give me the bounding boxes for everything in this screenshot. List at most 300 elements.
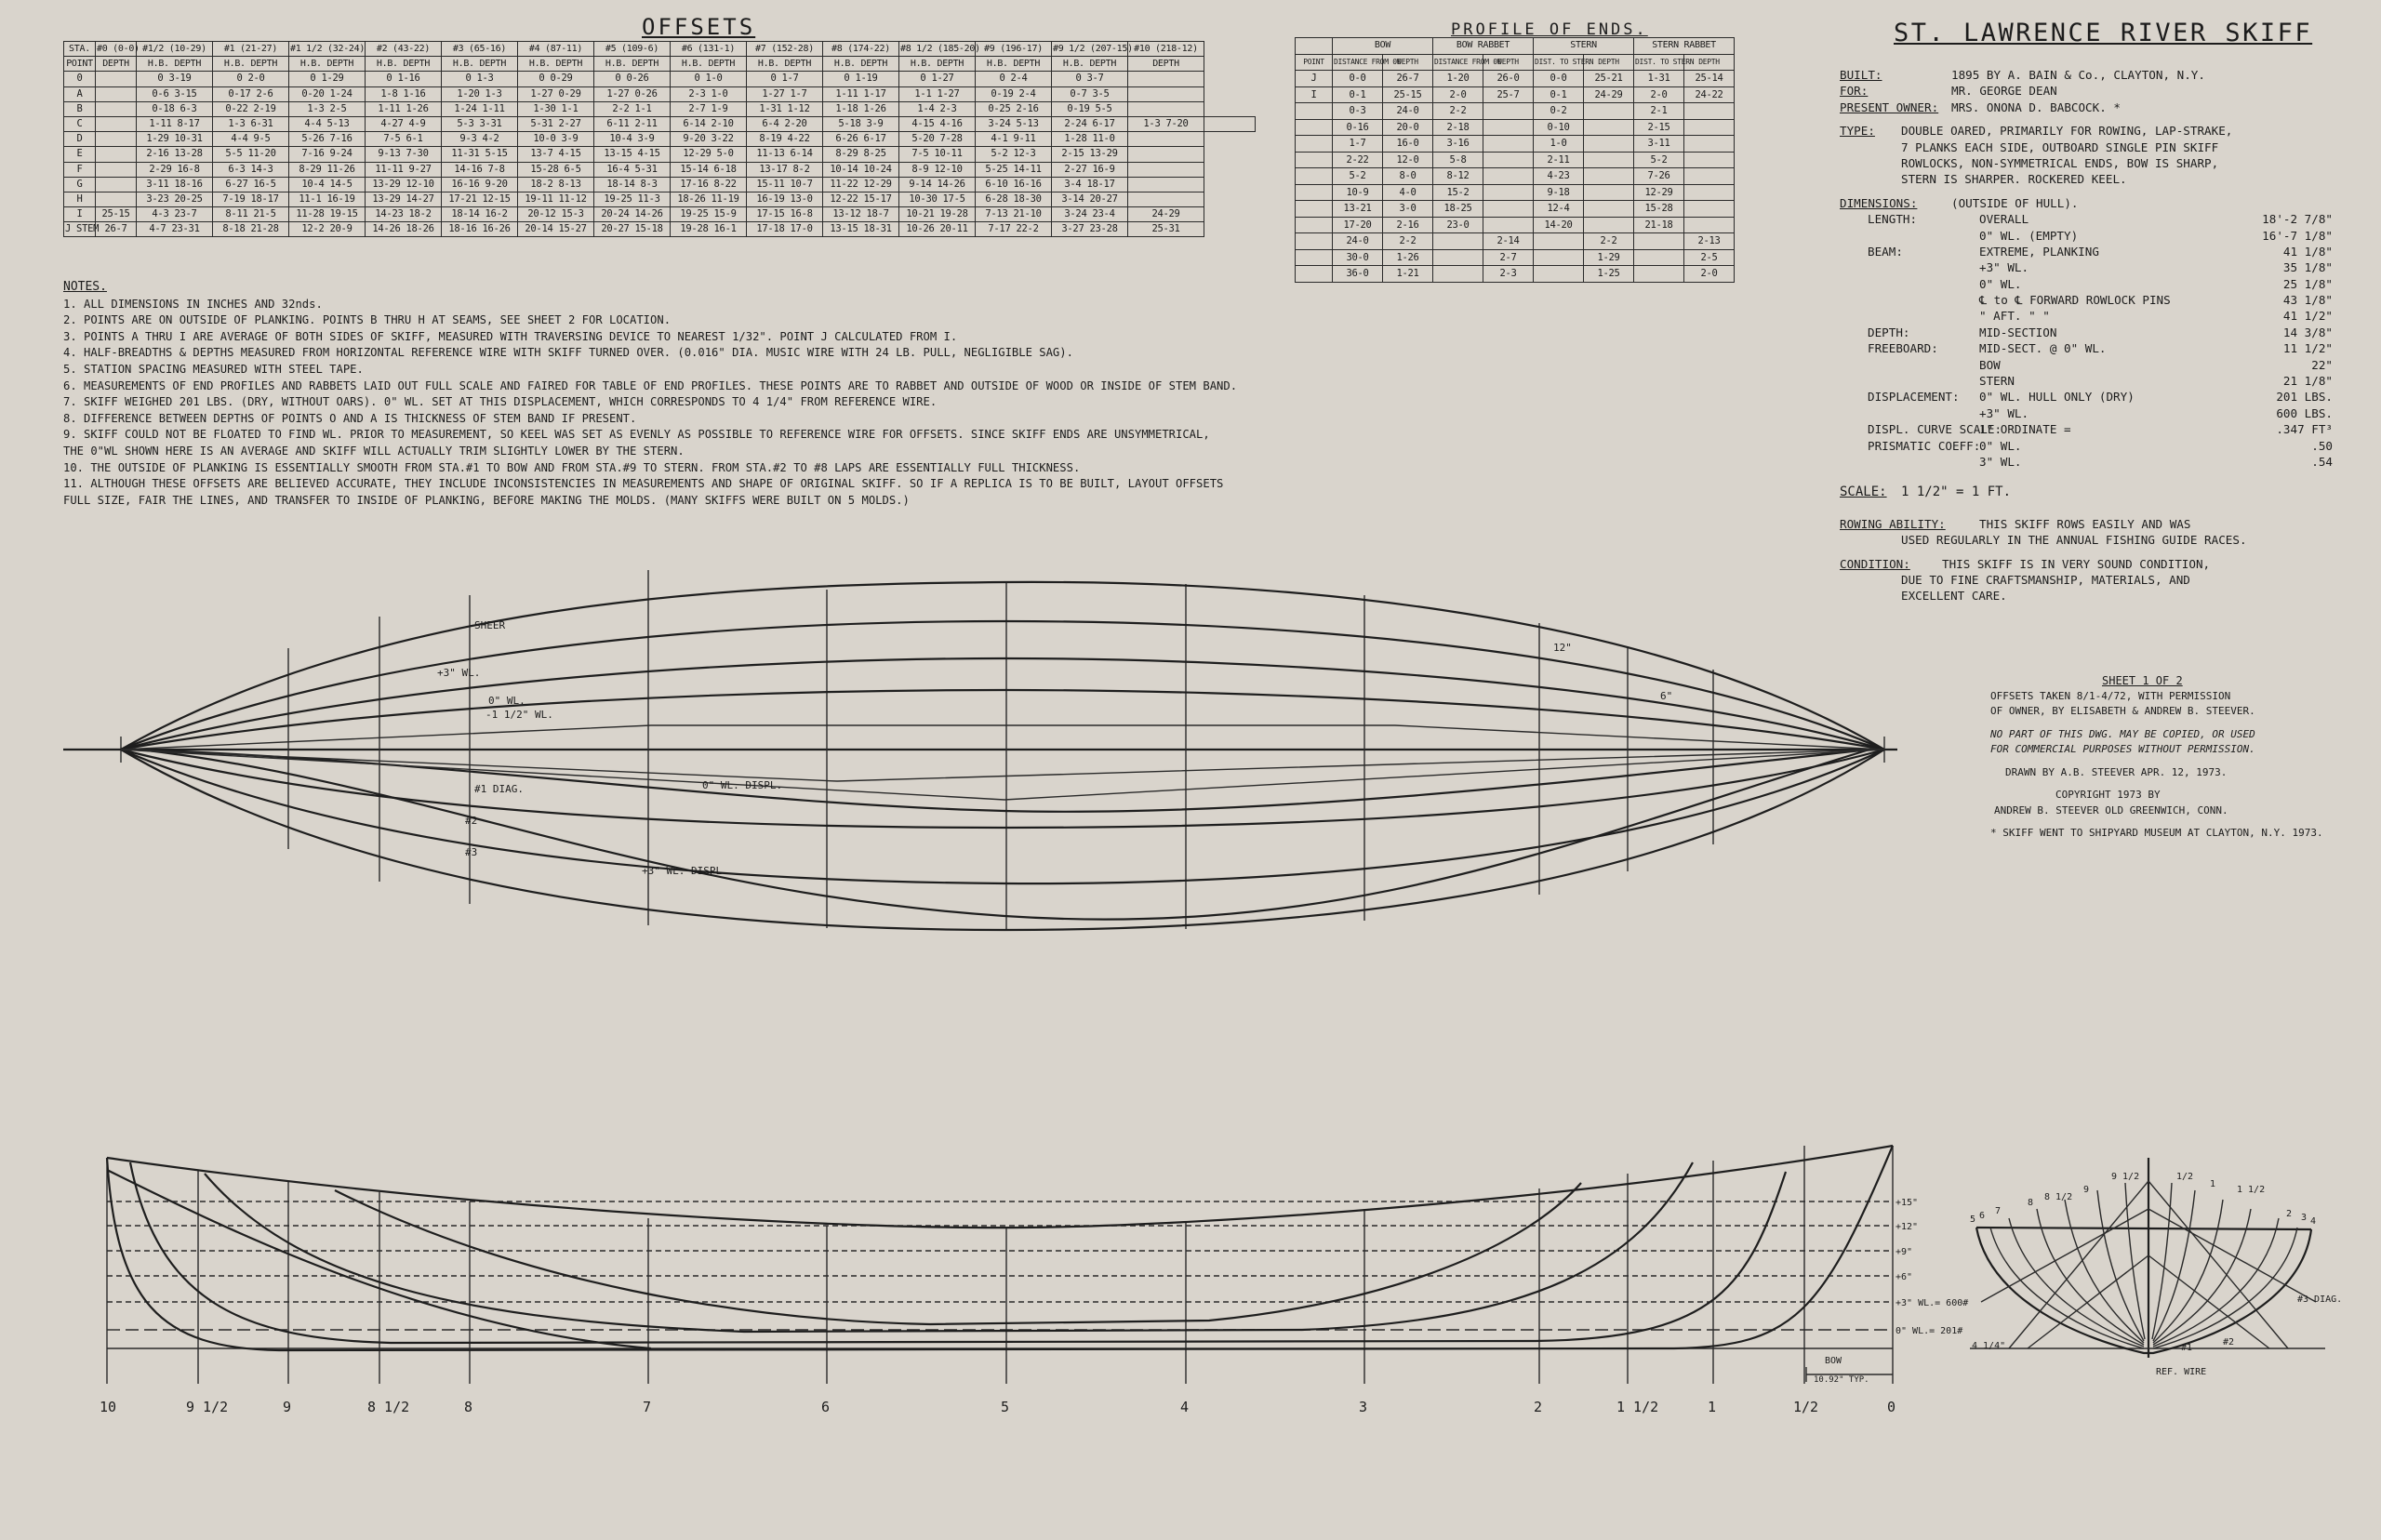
profile-cell: 1-29	[1584, 249, 1634, 266]
drawing-title: ST. LAWRENCE RIVER SKIFF	[1894, 19, 2313, 47]
offset-cell: 12-22 15-17	[823, 192, 899, 206]
profile-cell: 16-0	[1383, 136, 1433, 153]
profile-cell: 1-21	[1383, 266, 1433, 283]
point-label: A	[64, 86, 96, 101]
profile-subheader: DISTANCE FROM 0W	[1433, 54, 1483, 71]
offset-cell: 17-18 17-0	[747, 222, 823, 237]
offset-cell: 0-6 3-15	[137, 86, 213, 101]
profile-sheer	[107, 1146, 1893, 1228]
offset-cell: 13-17 8-2	[747, 162, 823, 177]
offset-cell: 0 2-4	[976, 72, 1052, 86]
offset-cell: 9-13 7-30	[366, 147, 442, 162]
profile-of-ends-title: PROFILE OF ENDS.	[1451, 20, 1648, 39]
offset-cell: 2-7 1-9	[671, 101, 747, 116]
offset-cell: 15-28 6-5	[518, 162, 594, 177]
section-label: 5	[1970, 1215, 1976, 1225]
station-label: 6	[821, 1399, 831, 1415]
for-label: FOR:	[1840, 84, 1869, 99]
profile-cell: 1-20	[1433, 71, 1483, 87]
offset-cell: 4-15 4-16	[899, 116, 976, 131]
offset-cell: 10-30 17-5	[899, 192, 976, 206]
station-header: #7 (152-28)	[747, 42, 823, 57]
dimension-label: DEPTH:	[1868, 325, 1910, 339]
station-label: 9	[283, 1399, 292, 1415]
offset-cell: 2-2 1-1	[594, 101, 671, 116]
station-label: 8	[464, 1399, 473, 1415]
offset-cell: 2-24 6-17	[1052, 116, 1128, 131]
profile-cell: 5-2	[1634, 152, 1684, 168]
built-label: BUILT:	[1840, 68, 1882, 82]
station-label: 9 1/2	[186, 1399, 229, 1415]
offset-cell: 9-14 14-26	[899, 177, 976, 192]
station-label: 1	[1708, 1399, 1717, 1415]
offset-cell: 6-10 16-16	[976, 177, 1052, 192]
owner-value: MRS. ONONA D. BABCOCK. *	[1951, 100, 2121, 114]
profile-cell: 15-2	[1433, 184, 1483, 201]
offset-cell: 16-16 9-20	[442, 177, 518, 192]
profile-subheader: DEPTH	[1383, 54, 1433, 71]
profile-cell: 13-21	[1333, 201, 1383, 218]
offset-cell: 9-3 4-2	[442, 132, 518, 147]
profile-cell: 2-22	[1333, 152, 1383, 168]
offset-cell: 1-3 2-5	[289, 101, 366, 116]
offset-cell: 3-14 20-27	[1052, 192, 1128, 206]
offset-cell: 0-22 2-19	[213, 101, 289, 116]
dimension-label: FREEBOARD:	[1868, 341, 1938, 356]
offset-cell: 13-7 4-15	[518, 147, 594, 162]
dimension-item: +3" WL.	[1979, 260, 2029, 275]
section-label: 1/2	[2176, 1172, 2194, 1182]
offset-cell: 4-4 9-5	[213, 132, 289, 147]
note-line: THE 0"WL SHOWN HERE IS AN AVERAGE AND SKIFF WILL ACTUALLY TRIM SLIGHTLY LOWER BY THE STERN.	[63, 444, 685, 458]
station-label: 2	[1534, 1399, 1543, 1415]
profile-cell: 0-0	[1534, 71, 1584, 87]
owner-label: PRESENT OWNER:	[1840, 100, 1939, 114]
offset-cell: 1-3 6-31	[213, 116, 289, 131]
offset-cell: 0 1-3	[442, 72, 518, 86]
offset-cell: 6-28 18-30	[976, 192, 1052, 206]
note-line: 9. SKIFF COULD NOT BE FLOATED TO FIND WL. PRIOR TO MEASUREMENT, SO KEEL WAS SET AS EVENLY AS POSSIBLE TO REFERENCE WIRE FOR OFFSETS. SINCE SKIFF ENDS ARE UNSYMMETRICAL,	[63, 428, 1210, 442]
profile-group-header: BOW	[1333, 38, 1433, 55]
wl-plus3	[121, 621, 1884, 750]
profile-cell: 2-14	[1483, 233, 1534, 250]
section-label: 7	[1995, 1206, 2002, 1216]
offset-cell: 8-11 21-5	[213, 207, 289, 222]
profile-cell: 3-16	[1433, 136, 1483, 153]
offset-cell: 5-2 12-3	[976, 147, 1052, 162]
offset-cell: 4-27 4-9	[366, 116, 442, 131]
copyright-line: ANDREW B. STEEVER OLD GREENWICH, CONN.	[1994, 803, 2228, 816]
profile-group-header: STERN	[1534, 38, 1634, 55]
offset-cell: 0 3-7	[1052, 72, 1128, 86]
sheer-line	[121, 582, 1884, 750]
station-label: 3	[1359, 1399, 1368, 1415]
offset-cell: 2-3 1-0	[671, 86, 747, 101]
profile-cell: 24-29	[1584, 86, 1634, 103]
offset-cell: 13-15 4-15	[594, 147, 671, 162]
offset-cell: 5-20 7-28	[899, 132, 976, 147]
condition-line: DUE TO FINE CRAFTSMANSHIP, MATERIALS, AND	[1901, 572, 2190, 587]
rowing-line: THIS SKIFF ROWS EASILY AND WAS	[1979, 516, 2191, 531]
point-label: J STEM	[64, 222, 96, 237]
offset-cell: 14-26 18-26	[366, 222, 442, 237]
profile-cell: 2-2	[1433, 103, 1483, 120]
offset-cell: 0-18 6-3	[137, 101, 213, 116]
column-subheader: H.B. DEPTH	[899, 57, 976, 72]
point-label: 0	[64, 72, 96, 86]
offset-cell: 17-21 12-15	[442, 192, 518, 206]
offset-cell: 18-14 8-3	[594, 177, 671, 192]
column-subheader: H.B. DEPTH	[213, 57, 289, 72]
offset-cell: 17-15 16-8	[747, 207, 823, 222]
profile-cell: 18-25	[1433, 201, 1483, 218]
column-subheader: H.B. DEPTH	[823, 57, 899, 72]
profile-cell: 1-26	[1383, 249, 1433, 266]
offset-cell: 0 1-27	[899, 72, 976, 86]
station-header: #4 (87-11)	[518, 42, 594, 57]
note-line: 3. POINTS A THRU I ARE AVERAGE OF BOTH SIDES OF SKIFF, MEASURED WITH TRAVERSING DEVICE TO NEAREST 1/32". POINT J CALCULATED FROM I.	[63, 329, 958, 343]
point-label: F	[64, 162, 96, 177]
offset-cell: 10-21 19-28	[899, 207, 976, 222]
sheet-line: OFFSETS TAKEN 8/1-4/72, WITH PERMISSION	[1990, 689, 2231, 702]
offset-cell: 1-8 1-16	[366, 86, 442, 101]
dimension-item: 0" WL. HULL ONLY (DRY)	[1979, 390, 2135, 405]
diag1-body-label: #1	[2181, 1343, 2193, 1353]
offset-cell: 3-23 20-25	[137, 192, 213, 206]
offset-cell: 0 0-26	[594, 72, 671, 86]
note-line: FULL SIZE, FAIR THE LINES, AND TRANSFER TO INSIDE OF PLANKING, BEFORE MAKING THE MOLDS. (MANY SKIFFS WERE BUILT ON 5 MOLDS.)	[63, 493, 910, 507]
profile-cell: 23-0	[1433, 217, 1483, 233]
dimension-value: 41 1/2"	[2282, 309, 2333, 324]
column-subheader: H.B. DEPTH	[976, 57, 1052, 72]
d6-label: 6"	[1660, 690, 1673, 702]
station-header: #1 1/2 (32-24)	[289, 42, 366, 57]
type-line: 7 PLANKS EACH SIDE, OUTBOARD SINGLE PIN SKIFF	[1901, 139, 2219, 154]
dimension-item: STERN	[1979, 374, 2015, 389]
wl-label: +3" WL.= 600#	[1895, 1298, 1969, 1308]
offset-cell: 8-29 11-26	[289, 162, 366, 177]
profile-cell: 1-31	[1634, 71, 1684, 87]
profile-subheader: POINT	[1296, 54, 1333, 71]
profile-waterlines	[107, 1201, 1893, 1348]
note-line: 5. STATION SPACING MEASURED WITH STEEL TAPE.	[63, 362, 364, 376]
profile-group-header: BOW RABBET	[1433, 38, 1534, 55]
profile-cell: 2-2	[1584, 233, 1634, 250]
note-line: 2. POINTS ARE ON OUTSIDE OF PLANKING. POINTS B THRU H AT SEAMS, SEE SHEET 2 FOR LOCATION.	[63, 313, 672, 327]
scale-value: 1 1/2" = 1 FT.	[1901, 485, 2012, 500]
profile-cell: 25-7	[1483, 86, 1534, 103]
profile-cell: J	[1296, 71, 1333, 87]
profile-group-header: STERN RABBET	[1634, 38, 1735, 55]
dimension-item: BOW	[1979, 357, 2001, 372]
dimension-value: 41 1/8"	[2282, 244, 2333, 259]
offset-cell: 6-26 6-17	[823, 132, 899, 147]
note-line: 4. HALF-BREADTHS & DEPTHS MEASURED FROM HORIZONTAL REFERENCE WIRE WITH SKIFF TURNED OVER. (0.016" DIA. MUSIC WIRE WITH 24 LB. PULL, NEGLIGIBLE SAG).	[63, 346, 1073, 360]
notice-line: NO PART OF THIS DWG. MAY BE COPIED, OR USED	[1990, 727, 2255, 740]
offsets-title: OFFSETS	[642, 14, 756, 40]
point-label: C	[64, 116, 96, 131]
section-label: 3	[2301, 1213, 2308, 1223]
offset-cell: 14-16 7-8	[442, 162, 518, 177]
profile-subheader: DIST. TO STERN	[1534, 54, 1584, 71]
ref-wire-label: REF. WIRE	[2156, 1367, 2207, 1377]
section-label: 1	[2210, 1179, 2216, 1189]
displ0-label: 0" WL. DISPL.	[702, 779, 783, 791]
profile-cell: 2-1	[1634, 103, 1684, 120]
note-line: 6. MEASUREMENTS OF END PROFILES AND RABBETS LAID OUT FULL SCALE AND FAIRED FOR TABLE OF END PROFILES. THESE POINTS ARE TO RABBET AND OUTSIDE OF WOOD OR INSIDE OF STEM BAND.	[63, 378, 1238, 392]
station-label: 0	[1887, 1399, 1896, 1415]
column-subheader: H.B. DEPTH	[289, 57, 366, 72]
offset-cell: 18-26 11-19	[671, 192, 747, 206]
profile-cell: 0-1	[1333, 86, 1383, 103]
profile-keel	[107, 1146, 1893, 1350]
section-label: 9	[2083, 1185, 2090, 1195]
profile-cell: 2-16	[1383, 217, 1433, 233]
copyright-line: COPYRIGHT 1973 BY	[2055, 789, 2161, 801]
profile-cell: 0-16	[1333, 119, 1383, 136]
offset-cell: 13-29 12-10	[366, 177, 442, 192]
offset-cell: 3-24 23-4	[1052, 207, 1128, 222]
section-label: 6	[1979, 1211, 1986, 1221]
profile-cell: 0-3	[1333, 103, 1383, 120]
profile-cell: 0-0	[1333, 71, 1383, 87]
dimension-value: 21 1/8"	[2282, 374, 2333, 389]
wl-label: +6"	[1895, 1272, 1913, 1282]
profile-cell: 1-25	[1584, 266, 1634, 283]
column-subheader: H.B. DEPTH	[442, 57, 518, 72]
spacing-label: 10.92" TYP.	[1814, 1375, 1869, 1385]
offset-cell: 1-11 1-17	[823, 86, 899, 101]
profile-cell: 2-5	[1684, 249, 1735, 266]
type-line: DOUBLE OARED, PRIMARILY FOR ROWING, LAP-STRAKE,	[1901, 124, 2233, 139]
sheet-number: SHEET 1 OF 2	[2102, 674, 2183, 687]
profile-cell: 2-2	[1383, 233, 1433, 250]
dimension-item: EXTREME, PLANKING	[1979, 244, 2099, 259]
profile-cell: 21-18	[1634, 217, 1684, 233]
station-header: #10 (218-12)	[1128, 42, 1204, 57]
profile-cell: 26-7	[1383, 71, 1433, 87]
sheer-label: SHEER	[474, 619, 506, 631]
profile-cell: 12-4	[1534, 201, 1584, 218]
profile-view	[100, 1146, 1968, 1415]
offset-cell: 0 1-16	[366, 72, 442, 86]
profile-cell: 26-0	[1483, 71, 1534, 87]
dimension-value: .50	[2311, 438, 2333, 453]
offset-cell: 24-29	[1128, 207, 1204, 222]
offset-cell: 6-11 2-11	[594, 116, 671, 131]
offset-cell: 1-24 1-11	[442, 101, 518, 116]
dimension-item: +3" WL.	[1979, 405, 2029, 420]
condition-label: CONDITION:	[1840, 556, 1910, 571]
offset-cell: 19-25 11-3	[594, 192, 671, 206]
profile-cell: 0-10	[1534, 119, 1584, 136]
condition-line: THIS SKIFF IS IN VERY SOUND CONDITION,	[1942, 556, 2211, 571]
offset-cell: 4-3 23-7	[137, 207, 213, 222]
offset-cell: 7-13 21-10	[976, 207, 1052, 222]
offset-cell: 15-11 10-7	[747, 177, 823, 192]
offset-cell: 0 1-29	[289, 72, 366, 86]
offset-cell: 20-12 15-3	[518, 207, 594, 222]
station-label: 8 1/2	[367, 1399, 410, 1415]
offset-cell: 5-26 7-16	[289, 132, 366, 147]
offset-cell: 10-14 10-24	[823, 162, 899, 177]
note-line: 10. THE OUTSIDE OF PLANKING IS ESSENTIALLY SMOOTH FROM STA.#1 TO BOW AND FROM STA.#9 TO STERN. FROM STA.#2 TO #8 LAPS ARE ESSENTIALLY FULL THICKNESS.	[63, 460, 1081, 474]
offset-cell: 5-25 14-11	[976, 162, 1052, 177]
profile-cell: 25-21	[1584, 71, 1634, 87]
offset-cell: 18-14 16-2	[442, 207, 518, 222]
column-subheader: H.B. DEPTH	[137, 57, 213, 72]
profile-waterline-labels	[1814, 1198, 1968, 1385]
section-label: 1 1/2	[2237, 1185, 2266, 1195]
station-header: #6 (131-1)	[671, 42, 747, 57]
offset-cell: 10-4 14-5	[289, 177, 366, 192]
offset-cell: 1-28 11-0	[1052, 132, 1128, 147]
dimension-item: ℄ to ℄ FORWARD ROWLOCK PINS	[1979, 293, 2171, 308]
station-header: #1/2 (10-29)	[137, 42, 213, 57]
section-label: 2	[2286, 1209, 2293, 1219]
offset-cell: 20-24 14-26	[594, 207, 671, 222]
offset-cell: 0-19 5-5	[1052, 101, 1128, 116]
dimension-value: 35 1/8"	[2282, 260, 2333, 275]
offset-cell: 20-27 15-18	[594, 222, 671, 237]
station-header: #9 (196-17)	[976, 42, 1052, 57]
offset-cell: 15-14 6-18	[671, 162, 747, 177]
d12-label: 12"	[1553, 642, 1572, 654]
profile-cell: 2-7	[1483, 249, 1534, 266]
dimension-value: 11 1/2"	[2282, 341, 2333, 356]
profile-cell: 1-7	[1333, 136, 1383, 153]
dimension-label: LENGTH:	[1868, 212, 1918, 227]
station-label: 1 1/2	[1616, 1399, 1659, 1415]
station-label: 4	[1180, 1399, 1190, 1415]
profile-cell: 14-20	[1534, 217, 1584, 233]
profile-subheader: DEPTH	[1684, 54, 1735, 71]
profile-cell: 36-0	[1333, 266, 1383, 283]
offset-cell: 18-2 8-13	[518, 177, 594, 192]
body-plan	[1970, 1158, 2342, 1377]
offset-cell: 5-5 11-20	[213, 147, 289, 162]
dimension-label: PRISMATIC COEFF:	[1868, 438, 1981, 453]
diag3-label: #3	[465, 846, 478, 858]
station-label: 5	[1001, 1399, 1010, 1415]
dimension-value: 14 3/8"	[2282, 325, 2333, 339]
offset-cell: 11-22 12-29	[823, 177, 899, 192]
offset-cell: 0-7 3-5	[1052, 86, 1128, 101]
profile-cell: 17-20	[1333, 217, 1383, 233]
offset-cell: 9-20 3-22	[671, 132, 747, 147]
offset-cell: 12-29 5-0	[671, 147, 747, 162]
offset-cell: 11-11 9-27	[366, 162, 442, 177]
station-header: #1 (21-27)	[213, 42, 289, 57]
offset-cell: 19-28 16-1	[671, 222, 747, 237]
sheet-line: OF OWNER, BY ELISABETH & ANDREW B. STEEVER.	[1990, 705, 2255, 717]
column-subheader: H.B. DEPTH	[518, 57, 594, 72]
type-line: STERN IS SHARPER. ROCKERED KEEL.	[1901, 172, 2127, 187]
wl-label: +12"	[1895, 1222, 1919, 1232]
profile-cell: 0-1	[1534, 86, 1584, 103]
offset-cell: 3-27 23-28	[1052, 222, 1128, 237]
type-label: TYPE:	[1840, 124, 1875, 139]
point-label: H	[64, 192, 96, 206]
displacement-curve-0	[140, 750, 1869, 812]
offset-cell: 0-19 2-4	[976, 86, 1052, 101]
profile-cell: 15-28	[1634, 201, 1684, 218]
note-line: 11. ALTHOUGH THESE OFFSETS ARE BELIEVED ACCURATE, THEY INCLUDE INCONSISTENCIES IN MEASUREMENTS AND SHAPE OF ORIGINAL SKIFF. SO IF A REPLICA IS TO BE BUILT, LAYOUT OFFSETS	[63, 477, 1224, 491]
dimension-item: 1" ORDINATE =	[1979, 422, 2071, 437]
profile-subheader: DIST. TO STERN	[1634, 54, 1684, 71]
offset-cell: 11-13 6-14	[747, 147, 823, 162]
offset-cell: 1-27 0-29	[518, 86, 594, 101]
profile-cell: 10-9	[1333, 184, 1383, 201]
bow-label: BOW	[1825, 1356, 1842, 1366]
offset-cell: 7-5 10-11	[899, 147, 976, 162]
dimension-value: .347 FT³	[2276, 422, 2333, 437]
dimension-item: 0" WL.	[1979, 438, 2022, 453]
profile-cell: 2-0	[1684, 266, 1735, 283]
profile-cell: 12-0	[1383, 152, 1433, 168]
note-line: 7. SKIFF WEIGHED 201 LBS. (DRY, WITHOUT OARS). 0" WL. SET AT THIS DISPLACEMENT, WHICH CORRESPONDS TO 4 1/4" FROM REFERENCE WIRE.	[63, 395, 938, 409]
condition-line: EXCELLENT CARE.	[1901, 589, 2007, 604]
offset-cell: 3-11 18-16	[137, 177, 213, 192]
station-header: #2 (43-22)	[366, 42, 442, 57]
station-header: #0 (0-0)	[96, 42, 137, 57]
offset-cell: 7-5 6-1	[366, 132, 442, 147]
dimension-item: MID-SECT. @ 0" WL.	[1979, 341, 2107, 356]
offset-cell: 25-31	[1128, 222, 1204, 237]
profile-cell: 30-0	[1333, 249, 1383, 266]
dimension-value: 43 1/8"	[2282, 293, 2333, 308]
offset-cell: 6-4 2-20	[747, 116, 823, 131]
station-header: #8 1/2 (185-20)	[899, 42, 976, 57]
station-header: #9 1/2 (207-15)	[1052, 42, 1128, 57]
profile-cell: 12-29	[1634, 184, 1684, 201]
profile-subheader: DEPTH	[1584, 54, 1634, 71]
profile-subheader: DISTANCE FROM 0W	[1333, 54, 1383, 71]
dimension-item: " AFT. " "	[1979, 309, 2050, 324]
wl-label: 0" WL.= 201#	[1895, 1326, 1963, 1336]
offset-cell: 6-27 16-5	[213, 177, 289, 192]
offset-cell: 8-19 4-22	[747, 132, 823, 147]
offset-cell: 4-7 23-31	[137, 222, 213, 237]
offset-cell: 8-29 8-25	[823, 147, 899, 162]
diag2-label: #2	[465, 815, 478, 827]
notes-heading: NOTES.	[63, 280, 107, 294]
point-label: G	[64, 177, 96, 192]
profile-cell: 9-18	[1534, 184, 1584, 201]
dimension-item: 3" WL.	[1979, 454, 2022, 469]
offset-cell: 11-1 16-19	[289, 192, 366, 206]
offset-cell: 4-4 5-13	[289, 116, 366, 131]
offset-cell: 18-16 16-26	[442, 222, 518, 237]
dimension-label: DISPLACEMENT:	[1868, 390, 1960, 405]
offset-cell: 8-18 21-28	[213, 222, 289, 237]
type-line: ROWLOCKS, NON-SYMMETRICAL ENDS, BOW IS SHARP,	[1901, 155, 2219, 170]
note-line: 1. ALL DIMENSIONS IN INCHES AND 32nds.	[63, 297, 323, 311]
dimension-value: 16'-7 1/8"	[2262, 228, 2333, 243]
profile-cell: 24-0	[1333, 233, 1383, 250]
dimension-item: MID-SECTION	[1979, 325, 2057, 339]
offset-cell: 0 1-19	[823, 72, 899, 86]
offset-cell: 25-15	[96, 207, 137, 222]
station-header: #5 (109-6)	[594, 42, 671, 57]
offset-cell: 0-17 2-6	[213, 86, 289, 101]
station-label: 10	[100, 1399, 117, 1415]
offset-cell: 13-15 18-31	[823, 222, 899, 237]
offset-cell: 2-27 16-9	[1052, 162, 1128, 177]
profile-cell: 8-0	[1383, 168, 1433, 185]
wlm-label: -1 1/2" WL.	[486, 709, 553, 721]
profile-cell: 2-13	[1684, 233, 1735, 250]
